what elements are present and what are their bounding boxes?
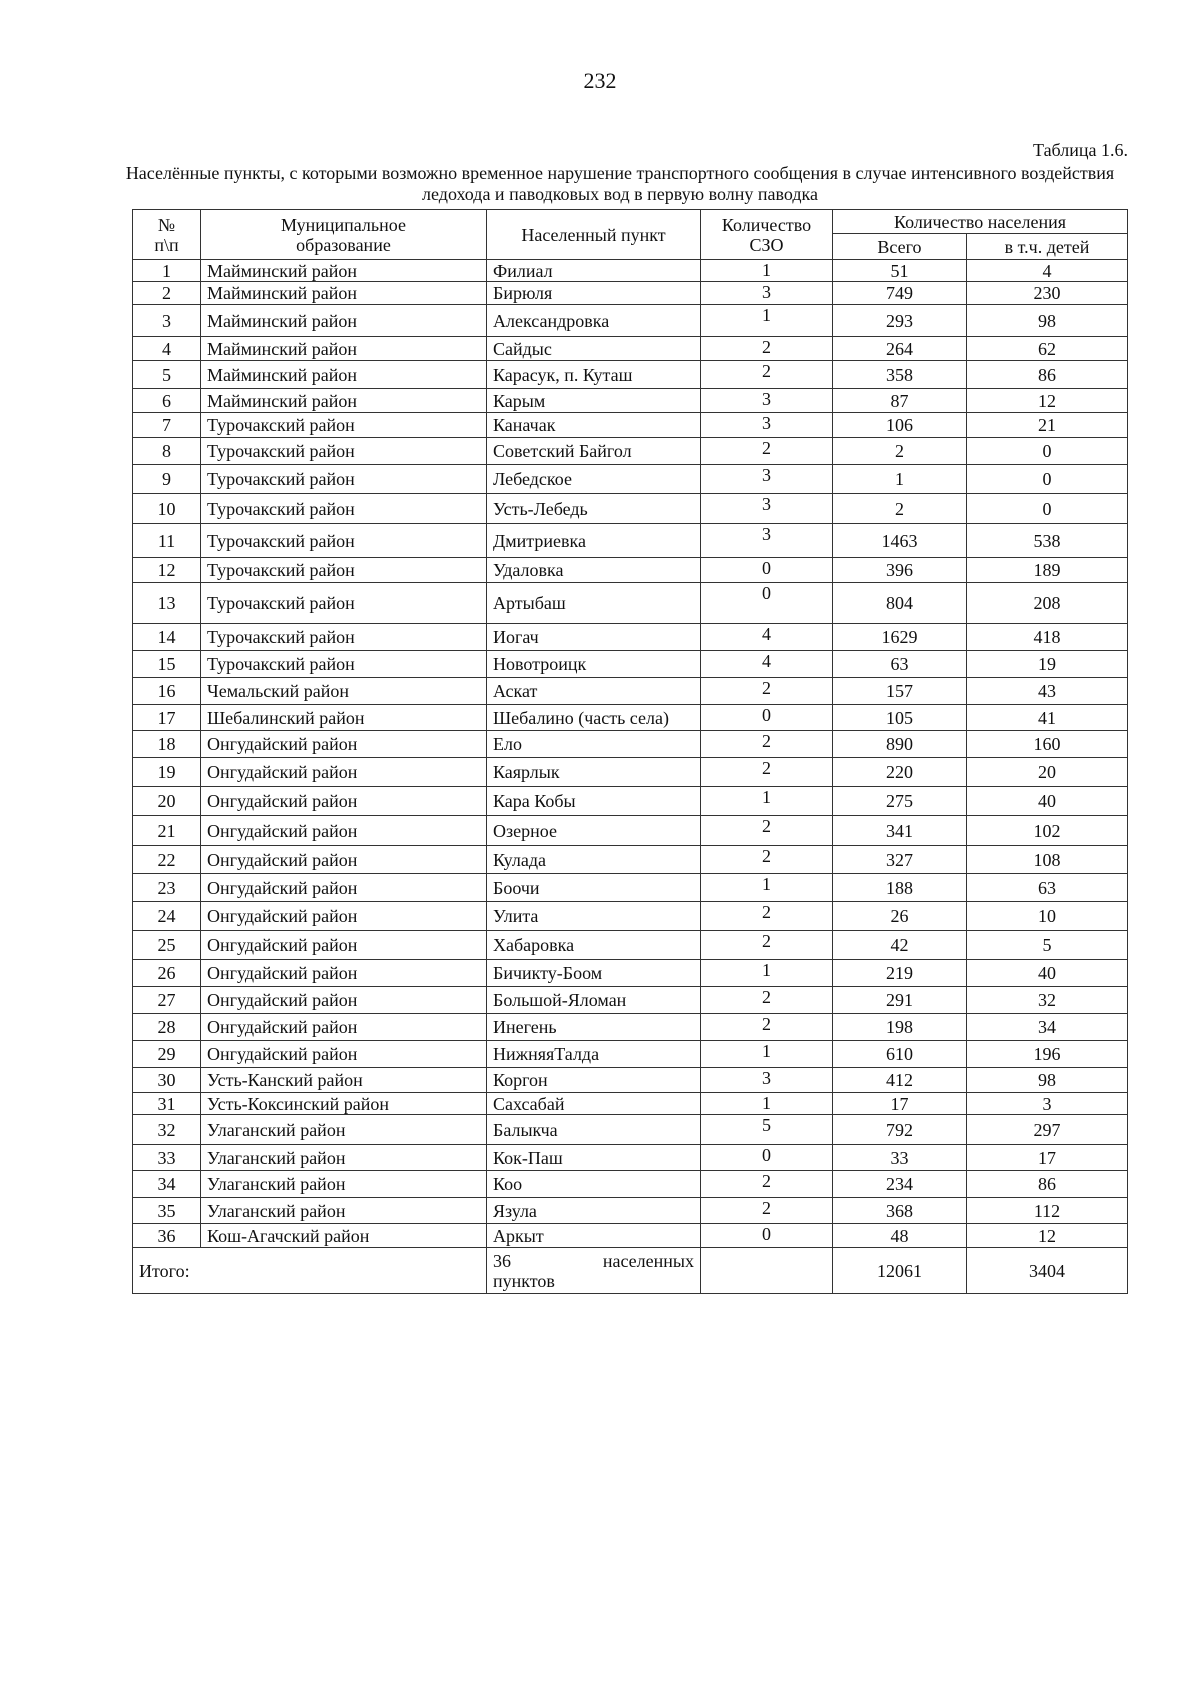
row-szo: 1 [701, 874, 833, 902]
row-municipality: Майминский район [201, 282, 487, 305]
row-municipality: Онгудайский район [201, 960, 487, 987]
row-settlement: Коргон [487, 1068, 701, 1093]
table-row [133, 1171, 1128, 1198]
row-population: 890 [833, 731, 967, 758]
row-municipality: Онгудайский район [201, 902, 487, 931]
table-row [133, 583, 1128, 624]
totals-szo [701, 1248, 833, 1294]
row-number: 3 [133, 305, 201, 337]
row-children: 10 [967, 902, 1128, 931]
row-children: 160 [967, 731, 1128, 758]
row-settlement: Бичикту-Боом [487, 960, 701, 987]
totals-children: 3404 [967, 1248, 1128, 1294]
row-children: 98 [967, 305, 1128, 337]
row-szo: 2 [701, 902, 833, 931]
row-szo: 1 [701, 1041, 833, 1068]
row-population: 1463 [833, 524, 967, 558]
row-number: 27 [133, 987, 201, 1014]
row-children: 12 [967, 389, 1128, 413]
row-settlement: Ело [487, 731, 701, 758]
page-number: 232 [583, 68, 617, 93]
row-settlement: Иогач [487, 624, 701, 651]
row-municipality: Майминский район [201, 260, 487, 282]
table-row [133, 960, 1128, 987]
row-settlement: Новотроицк [487, 651, 701, 678]
row-children: 41 [967, 705, 1128, 731]
table-row [133, 305, 1128, 337]
row-number: 24 [133, 902, 201, 931]
row-municipality: Улаганский район [201, 1115, 487, 1145]
table-row [133, 524, 1128, 558]
row-szo: 2 [701, 361, 833, 389]
row-municipality: Турочакский район [201, 524, 487, 558]
row-number: 4 [133, 337, 201, 361]
row-number: 15 [133, 651, 201, 678]
row-szo: 1 [701, 305, 833, 337]
row-children: 112 [967, 1198, 1128, 1224]
row-number: 7 [133, 413, 201, 438]
row-children: 40 [967, 960, 1128, 987]
row-number: 9 [133, 465, 201, 494]
row-population: 220 [833, 758, 967, 787]
row-children: 98 [967, 1068, 1128, 1093]
row-children: 0 [967, 494, 1128, 524]
row-population: 48 [833, 1224, 967, 1248]
row-population: 275 [833, 787, 967, 816]
row-children: 63 [967, 874, 1128, 902]
row-municipality: Усть-Коксинский район [201, 1093, 487, 1115]
settlements-table [132, 209, 1128, 1294]
row-number: 17 [133, 705, 201, 731]
row-szo: 3 [701, 413, 833, 438]
row-children: 20 [967, 758, 1128, 787]
row-settlement: Удаловка [487, 558, 701, 583]
row-szo: 2 [701, 987, 833, 1014]
row-szo: 1 [701, 960, 833, 987]
table-row [133, 651, 1128, 678]
row-children: 4 [967, 260, 1128, 282]
row-szo: 2 [701, 816, 833, 846]
row-children: 418 [967, 624, 1128, 651]
row-number: 10 [133, 494, 201, 524]
row-municipality: Турочакский район [201, 558, 487, 583]
row-szo: 0 [701, 583, 833, 624]
row-settlement: НижняяТалда [487, 1041, 701, 1068]
row-municipality: Турочакский район [201, 413, 487, 438]
row-population: 291 [833, 987, 967, 1014]
row-settlement: Аскат [487, 678, 701, 705]
row-children: 538 [967, 524, 1128, 558]
table-caption: Населённые пункты, с которыми возможно временное нарушение транспортного сообщения в случае интенсивного воздействия ледохода и паводковых вод в первую волну паводка [125, 163, 1115, 204]
row-settlement: Аркыт [487, 1224, 701, 1248]
row-szo: 1 [701, 260, 833, 282]
row-municipality: Майминский район [201, 361, 487, 389]
table-row [133, 438, 1128, 465]
row-population: 293 [833, 305, 967, 337]
row-population: 234 [833, 1171, 967, 1198]
table-row [133, 1115, 1128, 1145]
row-children: 86 [967, 361, 1128, 389]
row-szo: 2 [701, 846, 833, 874]
row-number: 16 [133, 678, 201, 705]
row-szo: 3 [701, 1068, 833, 1093]
row-population: 2 [833, 494, 967, 524]
row-children: 3 [967, 1093, 1128, 1115]
row-population: 804 [833, 583, 967, 624]
row-szo: 2 [701, 337, 833, 361]
row-number: 25 [133, 931, 201, 960]
row-settlement: Артыбаш [487, 583, 701, 624]
row-number: 6 [133, 389, 201, 413]
row-municipality: Турочакский район [201, 494, 487, 524]
row-settlement: Сайдыс [487, 337, 701, 361]
table-row [133, 413, 1128, 438]
row-population: 26 [833, 902, 967, 931]
row-settlement: Карасук, п. Куташ [487, 361, 701, 389]
row-municipality: Онгудайский район [201, 1014, 487, 1041]
row-children: 0 [967, 438, 1128, 465]
row-settlement: Озерное [487, 816, 701, 846]
row-municipality: Онгудайский район [201, 731, 487, 758]
table-row [133, 1068, 1128, 1093]
row-number: 35 [133, 1198, 201, 1224]
row-settlement: Шебалино (часть села) [487, 705, 701, 731]
table-row [133, 874, 1128, 902]
row-children: 12 [967, 1224, 1128, 1248]
header-total: Всего [833, 234, 967, 260]
row-settlement: Кок-Паш [487, 1145, 701, 1171]
row-number: 23 [133, 874, 201, 902]
row-population: 219 [833, 960, 967, 987]
row-population: 1629 [833, 624, 967, 651]
row-number: 14 [133, 624, 201, 651]
table-row [133, 494, 1128, 524]
row-population: 198 [833, 1014, 967, 1041]
table-row [133, 846, 1128, 874]
row-settlement: Александровка [487, 305, 701, 337]
row-szo: 2 [701, 438, 833, 465]
row-population: 105 [833, 705, 967, 731]
table-row [133, 558, 1128, 583]
row-number: 34 [133, 1171, 201, 1198]
row-municipality: Онгудайский район [201, 1041, 487, 1068]
table-row [133, 337, 1128, 361]
row-settlement: Сахсабай [487, 1093, 701, 1115]
row-population: 396 [833, 558, 967, 583]
table-row [133, 361, 1128, 389]
row-children: 62 [967, 337, 1128, 361]
table-row [133, 282, 1128, 305]
row-population: 188 [833, 874, 967, 902]
row-municipality: Кош-Агачский район [201, 1224, 487, 1248]
row-municipality: Турочакский район [201, 438, 487, 465]
row-settlement: Улита [487, 902, 701, 931]
row-szo: 5 [701, 1115, 833, 1145]
totals-description-line1: 36 населенных [493, 1250, 694, 1271]
table-row [133, 705, 1128, 731]
row-municipality: Онгудайский район [201, 874, 487, 902]
row-children: 102 [967, 816, 1128, 846]
table-row [133, 787, 1128, 816]
row-municipality: Турочакский район [201, 583, 487, 624]
row-szo: 3 [701, 494, 833, 524]
row-population: 63 [833, 651, 967, 678]
header-szo: Количество СЗО [701, 210, 833, 260]
row-szo: 2 [701, 678, 833, 705]
row-children: 19 [967, 651, 1128, 678]
table-row [133, 389, 1128, 413]
table-row [133, 1224, 1128, 1248]
row-municipality: Майминский район [201, 305, 487, 337]
row-szo: 3 [701, 389, 833, 413]
row-population: 157 [833, 678, 967, 705]
row-number: 18 [133, 731, 201, 758]
row-szo: 1 [701, 787, 833, 816]
row-szo: 0 [701, 1224, 833, 1248]
row-population: 2 [833, 438, 967, 465]
totals-description [487, 1248, 701, 1294]
row-municipality: Майминский район [201, 337, 487, 361]
row-szo: 2 [701, 1171, 833, 1198]
row-population: 17 [833, 1093, 967, 1115]
row-settlement: Каначак [487, 413, 701, 438]
row-number: 2 [133, 282, 201, 305]
row-municipality: Чемальский район [201, 678, 487, 705]
row-municipality: Онгудайский район [201, 931, 487, 960]
row-settlement: Большой-Яломан [487, 987, 701, 1014]
row-population: 341 [833, 816, 967, 846]
row-szo: 2 [701, 931, 833, 960]
row-szo: 2 [701, 731, 833, 758]
row-number: 26 [133, 960, 201, 987]
row-municipality: Шебалинский район [201, 705, 487, 731]
row-number: 32 [133, 1115, 201, 1145]
row-szo: 3 [701, 524, 833, 558]
row-settlement: Кулада [487, 846, 701, 874]
row-municipality: Онгудайский район [201, 787, 487, 816]
row-municipality: Онгудайский район [201, 987, 487, 1014]
table-row [133, 931, 1128, 960]
row-number: 5 [133, 361, 201, 389]
table-row [133, 816, 1128, 846]
totals-population: 12061 [833, 1248, 967, 1294]
row-settlement: Язула [487, 1198, 701, 1224]
row-municipality: Улаганский район [201, 1145, 487, 1171]
row-municipality: Улаганский район [201, 1171, 487, 1198]
row-number: 8 [133, 438, 201, 465]
row-number: 12 [133, 558, 201, 583]
row-population: 749 [833, 282, 967, 305]
row-population: 1 [833, 465, 967, 494]
row-children: 34 [967, 1014, 1128, 1041]
row-settlement: Советский Байгол [487, 438, 701, 465]
row-settlement: Дмитриевка [487, 524, 701, 558]
table-row [133, 1198, 1128, 1224]
row-population: 264 [833, 337, 967, 361]
table-row [133, 624, 1128, 651]
row-children: 17 [967, 1145, 1128, 1171]
row-population: 610 [833, 1041, 967, 1068]
table-number: Таблица 1.6. [1033, 140, 1128, 160]
table-row [133, 260, 1128, 282]
table-row [133, 465, 1128, 494]
row-population: 42 [833, 931, 967, 960]
row-population: 87 [833, 389, 967, 413]
header-population: Количество населения [833, 210, 1128, 234]
row-number: 33 [133, 1145, 201, 1171]
row-number: 30 [133, 1068, 201, 1093]
row-children: 43 [967, 678, 1128, 705]
row-municipality: Онгудайский район [201, 758, 487, 787]
table-row [133, 987, 1128, 1014]
row-settlement: Каярлык [487, 758, 701, 787]
row-children: 108 [967, 846, 1128, 874]
table-row [133, 678, 1128, 705]
row-settlement: Усть-Лебедь [487, 494, 701, 524]
row-children: 297 [967, 1115, 1128, 1145]
row-population: 327 [833, 846, 967, 874]
row-number: 28 [133, 1014, 201, 1041]
row-population: 51 [833, 260, 967, 282]
row-municipality: Онгудайский район [201, 816, 487, 846]
row-children: 21 [967, 413, 1128, 438]
row-population: 412 [833, 1068, 967, 1093]
row-szo: 4 [701, 624, 833, 651]
table-row [133, 1093, 1128, 1115]
row-settlement: Бирюля [487, 282, 701, 305]
row-szo: 2 [701, 1198, 833, 1224]
row-children: 196 [967, 1041, 1128, 1068]
row-szo: 2 [701, 1014, 833, 1041]
header-municipality: Муниципальное образование [201, 210, 487, 260]
table-body [133, 260, 1128, 1248]
row-settlement: Карым [487, 389, 701, 413]
row-municipality: Турочакский район [201, 651, 487, 678]
row-population: 106 [833, 413, 967, 438]
header-num: № п\п [133, 210, 201, 260]
totals-row [133, 1248, 1128, 1294]
row-municipality: Турочакский район [201, 624, 487, 651]
row-szo: 1 [701, 1093, 833, 1115]
row-settlement: Лебедское [487, 465, 701, 494]
row-municipality: Усть-Канский район [201, 1068, 487, 1093]
row-number: 11 [133, 524, 201, 558]
row-szo: 3 [701, 282, 833, 305]
header-settlement: Населенный пункт [487, 210, 701, 260]
table-row [133, 902, 1128, 931]
row-population: 368 [833, 1198, 967, 1224]
row-settlement: Балыкча [487, 1115, 701, 1145]
row-children: 230 [967, 282, 1128, 305]
row-population: 792 [833, 1115, 967, 1145]
row-number: 13 [133, 583, 201, 624]
row-children: 5 [967, 931, 1128, 960]
row-szo: 2 [701, 758, 833, 787]
row-number: 19 [133, 758, 201, 787]
row-szo: 3 [701, 465, 833, 494]
row-number: 20 [133, 787, 201, 816]
table-row [133, 731, 1128, 758]
table-row [133, 1145, 1128, 1171]
row-settlement: Филиал [487, 260, 701, 282]
totals-description-line2: пунктов [493, 1270, 555, 1291]
table-row [133, 1041, 1128, 1068]
table-row [133, 758, 1128, 787]
row-number: 21 [133, 816, 201, 846]
row-szo: 0 [701, 1145, 833, 1171]
row-municipality: Турочакский район [201, 465, 487, 494]
row-number: 36 [133, 1224, 201, 1248]
row-settlement: Инегень [487, 1014, 701, 1041]
row-number: 29 [133, 1041, 201, 1068]
table-row [133, 1014, 1128, 1041]
header-children: в т.ч. детей [967, 234, 1128, 260]
row-szo: 0 [701, 705, 833, 731]
row-szo: 4 [701, 651, 833, 678]
row-settlement: Хабаровка [487, 931, 701, 960]
row-children: 32 [967, 987, 1128, 1014]
row-children: 86 [967, 1171, 1128, 1198]
row-children: 208 [967, 583, 1128, 624]
row-settlement: Коо [487, 1171, 701, 1198]
row-municipality: Онгудайский район [201, 846, 487, 874]
row-children: 40 [967, 787, 1128, 816]
row-settlement: Кара Кобы [487, 787, 701, 816]
totals-label: Итого: [133, 1248, 487, 1294]
row-municipality: Улаганский район [201, 1198, 487, 1224]
row-number: 22 [133, 846, 201, 874]
row-children: 189 [967, 558, 1128, 583]
row-population: 358 [833, 361, 967, 389]
row-children: 0 [967, 465, 1128, 494]
row-population: 33 [833, 1145, 967, 1171]
row-number: 31 [133, 1093, 201, 1115]
row-settlement: Боочи [487, 874, 701, 902]
row-municipality: Майминский район [201, 389, 487, 413]
row-szo: 0 [701, 558, 833, 583]
row-number: 1 [133, 260, 201, 282]
